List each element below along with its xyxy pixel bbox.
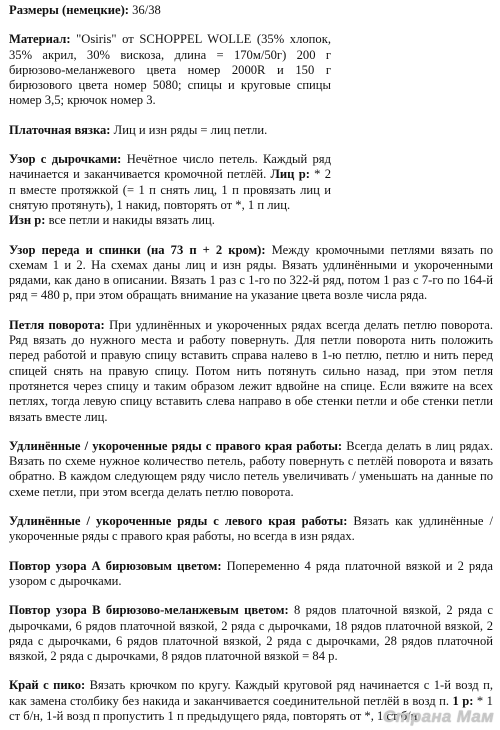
front-text: Между кромочными петлями вязать по схемам 1 и 2. На схемах даны лиц и изн ряды. Вязать удлинёнными и укороченными рядами, как дано в описании. Вязать 1 раз с 1-го по 322-й ряд, потом 1 раз с 7-го по 164-й ряд = 480 р, при этом обращать внимание на указание цвета возле числа ряда.	[9, 242, 493, 303]
pattern-a-text: Попеременно 4 ряда платочной вязкой и 2 ряда узором с дырочками.	[9, 558, 493, 588]
front-paragraph	[9, 243, 493, 304]
left-edge-label: Удлинённые / укороченные ряды с левого края работы:	[9, 514, 348, 529]
sizes-label: Размеры (немецкие):	[9, 3, 129, 17]
garter-paragraph	[9, 123, 493, 138]
turn-stitch-text: При удлинённых и укороченных рядах всегда делать петлю поворота. Ряд вязать до нужного места и работу повернуть. Для петли поворота нить положить перед работой и правую спицу вставить справа налево в 1-ю петлю, петлю и нить перед спицей снять на правую спицу. Потом нить потянуть сильно назад, при этом петля протянется через спицу и таким образом лежит вдвойне на спице. Если вяжите на всех петлях, тогда левую спицу вставить слева направо в обе стенки петли и обе стенки петли вязать вместе лиц.	[9, 317, 493, 424]
lace-label: Узор с дырочками:	[9, 152, 122, 167]
material-label: Материал:	[9, 32, 71, 47]
front-label: Узор переда и спинки (на 73 п + 2 кром):	[9, 242, 266, 257]
picot-row1-text: * 1 ст б/н, 1-й возд п пропустить 1 п предыдущего ряда, повторять от *, 1 ст б/н.	[9, 693, 493, 723]
lace-izn-label: Изн р:	[9, 213, 46, 228]
picot-row1-label: 1 р:	[452, 693, 474, 708]
garter-text: Лиц и изн ряды = лиц петли.	[110, 122, 268, 137]
lace-lic-label: Лиц р:	[270, 167, 310, 182]
right-edge-paragraph	[9, 439, 493, 500]
lace-paragraph	[9, 152, 331, 228]
pattern-a-label: Повтор узора А бирюзовым цветом:	[9, 558, 222, 573]
picot-label: Край с пико:	[9, 678, 86, 693]
pattern-b-text: 8 рядов платочной вязкой, 2 ряда с дырочками, 6 рядов платочной вязкой, 2 ряда с дырочками, 18 рядов платочной вязкой, 2 ряда с дырочками, 6 рядов платочной вязкой, 2 ряда с дырочками, 28 рядов платочной вязкой, 2 ряда с дырочками, 8 рядов платочной вязкой = 84 р.	[9, 603, 493, 664]
site-watermark: Страна Мам	[382, 706, 494, 726]
right-edge-text: Всегда делать в лиц рядах. Вязать по схеме нужное количество петель, работу повернуть с петлёй поворота и вязать обратно. В каждом следующем ряду число петель увеличивать / уменьшать на данные по схеме петли, при этом всегда делать петлю поворота.	[9, 438, 494, 499]
sizes-paragraph	[9, 3, 493, 18]
pattern-b-paragraph	[9, 603, 493, 664]
pattern-a-paragraph	[9, 559, 493, 590]
lace-text-1: Нечётное число петель. Каждый ряд начинается и заканчивается кромочной петлёй.	[9, 152, 331, 182]
picot-text: Вязать крючком по кругу. Каждый круговой ряд начинается с 1-й возд п, как замена столбику без накида и заканчивается соединительной петлёй в возд п.	[9, 678, 493, 708]
lace-text-2: * 2 п вместе протяжкой (= 1 п снять лиц, 1 п провязать лиц и снятую протянуть), 1 накид, повторять от *, 1 п лиц.	[9, 167, 331, 212]
turn-stitch-paragraph	[9, 318, 493, 425]
document-page	[9, 0, 493, 724]
turn-stitch-label: Петля поворота:	[9, 317, 105, 332]
sizes-text: 36/38	[128, 3, 161, 17]
material-text: "Osiris" от SCHOPPEL WOLLE (35% хлопок, 35% акрил, 30% вискоза, длина = 170м/50г) 200 г бирюзово-меланжевого цвета номер 2000R и 150 г бирюзового цвета номер 5080; спицы и круговые спицы номер 3,5; крючок номер 3.	[9, 32, 331, 108]
pattern-b-label: Повтор узора В бирюзово-меланжевым цветом:	[9, 603, 289, 618]
left-edge-paragraph	[9, 514, 493, 545]
left-edge-text: Вязать как удлинённые / укороченные ряды с правого края работы, но всегда в изн рядах.	[9, 514, 494, 544]
material-paragraph	[9, 32, 331, 108]
lace-izn-text: все петли и накиды вязать лиц.	[45, 213, 215, 228]
right-edge-label: Удлинённые / укороченные ряды с правого края работы:	[9, 438, 343, 453]
garter-label: Платочная вязка:	[9, 122, 111, 137]
